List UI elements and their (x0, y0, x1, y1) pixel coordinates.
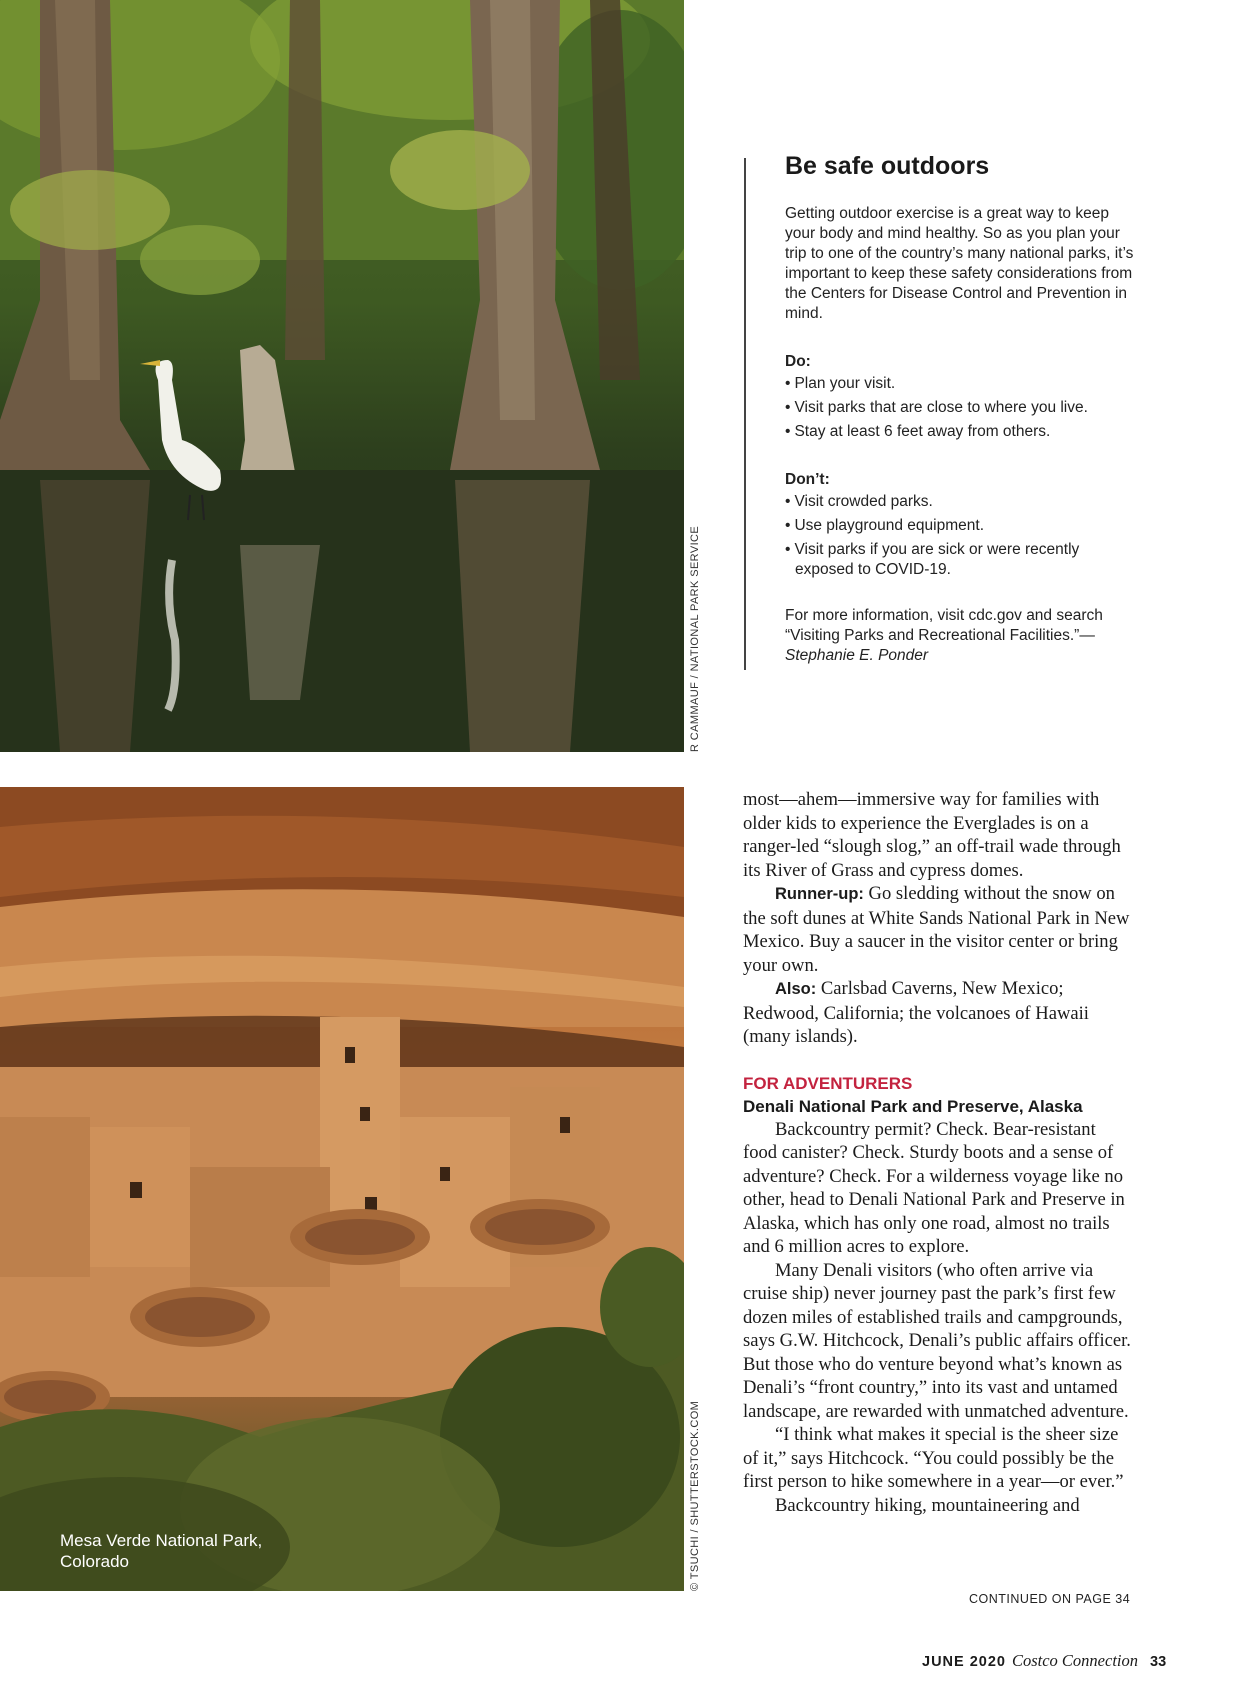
everglades-photo (0, 0, 684, 752)
photo-credit-top: R CAMMAUF / NATIONAL PARK SERVICE (689, 525, 701, 752)
dont-list (785, 492, 1135, 580)
mesa-verde-photo (0, 787, 684, 1591)
park-subheading: Denali National Park and Preserve, Alaska (743, 1096, 1083, 1116)
page-number: 33 (1150, 1654, 1167, 1670)
also-paragraph (743, 977, 1131, 1049)
also-label: Also: (775, 980, 817, 998)
everglades-illustration (0, 0, 684, 752)
dont-heading: Don’t: (785, 471, 830, 488)
section-heading: FOR ADVENTURERS (743, 1073, 913, 1093)
page-footer (922, 1651, 1166, 1671)
dont-item: • Use playground equipment. (785, 516, 1135, 536)
photo-credit-bottom: © TSUCHI / SHUTTERSTOCK.COM (689, 1400, 701, 1591)
article-body (743, 788, 1131, 1517)
do-item: • Plan your visit. (785, 374, 1135, 394)
do-item: • Stay at least 6 feet away from others. (785, 422, 1135, 442)
sidebar-rule (744, 158, 746, 670)
sidebar-signature: Stephanie E. Ponder (785, 647, 929, 664)
issue-date: JUNE 2020 (922, 1654, 1006, 1670)
runner-up-paragraph (743, 882, 1131, 977)
article-paragraph: most—ahem—immersive way for families with older kids to experience the Everglades is on a ranger-led “slough slog,” an off-trail wade through its River of Grass and cypress domes. (743, 789, 1121, 881)
article-paragraph: Backcountry hiking, mountaineering and (775, 1494, 1080, 1516)
more-info (785, 606, 1135, 666)
also-text: Carlsbad Caverns, New Mexico; Redwood, California; the volcanoes of Hawaii (many islands). (743, 978, 1089, 1047)
runner-up-text: Go sledding without the snow on the soft dunes at White Sands National Park in New Mexico. Buy a saucer in the visitor center or bring your own. (743, 883, 1130, 976)
safety-sidebar (785, 150, 1135, 666)
photo-caption: Mesa Verde National Park, Colorado (60, 1531, 263, 1571)
article-paragraph: Many Denali visitors (who often arrive via cruise ship) never journey past the park’s first few dozen miles of established trails and campgrounds, says G.W. Hitchcock, Denali’s public affairs officer. But those who do venture beyond what’s known as Denali’s “front country,” into its vast and untamed landscape, are rewarded with unmatched adventure. (743, 1259, 1131, 1422)
continued-note: CONTINUED ON PAGE 34 (969, 1592, 1131, 1606)
do-list (785, 374, 1135, 442)
magazine-name: Costco Connection (1011, 1651, 1138, 1670)
runner-up-label: Runner-up: (775, 885, 864, 903)
sidebar-title: Be safe outdoors (785, 152, 990, 180)
article-paragraph: Backcountry permit? Check. Bear-resistant food canister? Check. Sturdy boots and a sense of adventure? Check. For a wilderness voyage like no other, head to Denali National Park and Preserve in Alaska, which has only one road, almost no trails and 6 million acres to explore. (743, 1118, 1125, 1257)
mesa-verde-illustration (0, 787, 684, 1591)
dont-item: • Visit crowded parks. (785, 492, 1135, 512)
sidebar-intro: Getting outdoor exercise is a great way to keep your body and mind healthy. So as you plan your trip to one of the country’s many national parks, it’s important to keep these safety considerations from the Centers for Disease Control and Prevention in mind. (785, 205, 1134, 322)
dont-item: • Visit parks if you are sick or were recently exposed to COVID-19. (785, 540, 1135, 580)
do-item: • Visit parks that are close to where you live. (785, 398, 1135, 418)
more-info-text: For more information, visit cdc.gov and search “Visiting Parks and Recreational Facilities.”— (785, 607, 1103, 644)
article-paragraph: “I think what makes it special is the sheer size of it,” says Hitchcock. “You could possibly be the first person to hike somewhere in a year—or ever.” (743, 1424, 1124, 1492)
do-heading: Do: (785, 353, 811, 370)
